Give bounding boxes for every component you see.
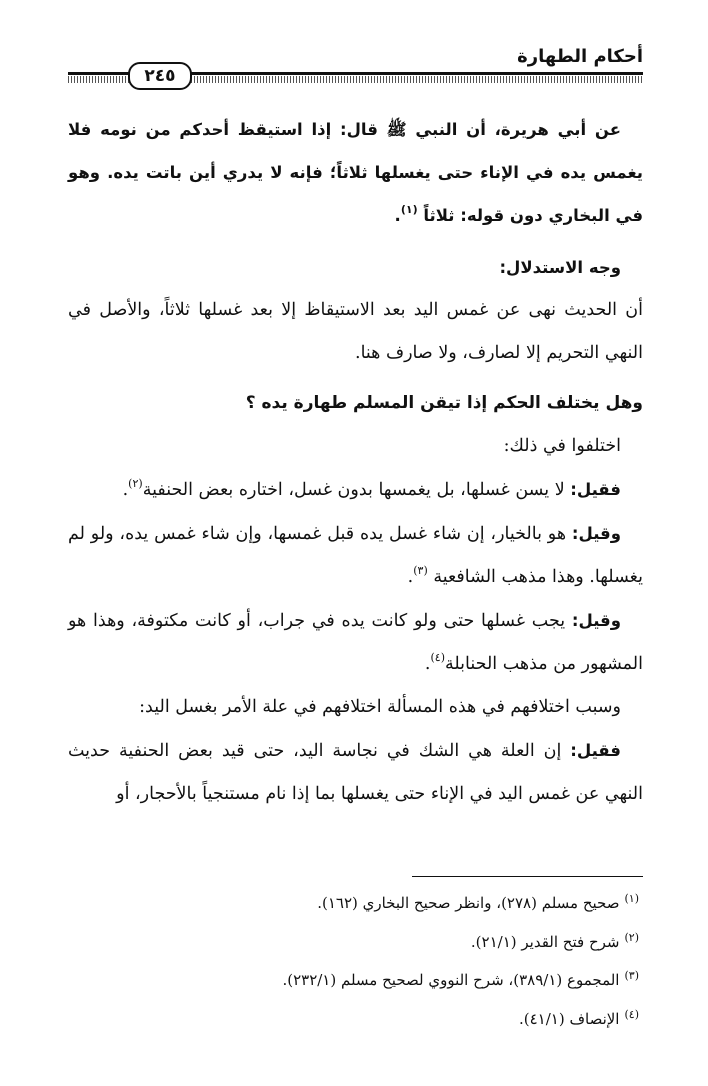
opinion-3-paragraph — [68, 599, 643, 686]
cause-opinion-text: إن العلة هي الشك في نجاسة اليد، حتى قيد بعض الحنفية حديث النهي عن غمس اليد في الإناء حتى يغسلها بما إذا نام مستنجياً بالأحجار، أو — [68, 741, 643, 804]
opinion-2-paragraph — [68, 512, 643, 599]
sentence-end: . — [424, 654, 431, 674]
page-number: ٢٤٥ — [128, 62, 192, 90]
disagreement-intro: اختلفوا في ذلك: — [503, 436, 621, 456]
footnote-4 — [68, 998, 643, 1037]
opinion-3-text: يجب غسلها حتى ولو كانت يده في جراب، أو كانت مكتوفة، وهذا هو المشهور من مذهب الحنابلة — [68, 611, 643, 674]
hadith-paragraph — [68, 108, 643, 237]
footnote-text: الإنصاف (٤١/١). — [518, 1009, 620, 1028]
opinion-2-text: هو بالخيار، إن شاء غسل يده قبل غمسها، وإن شاء غمس يده، ولو لم يغسلها. وهذا مذهب الشافعية — [68, 524, 643, 587]
opinion-2-lead: وقيل: — [571, 524, 621, 543]
footnote-number: (٤) — [624, 1007, 639, 1021]
page-body — [68, 108, 643, 816]
footnotes — [68, 882, 643, 1036]
reason-paragraph: وسبب اختلافهم في هذه المسألة اختلافهم في علة الأمر بغسل اليد: — [139, 697, 621, 717]
sentence-end: . — [407, 567, 414, 587]
opinion-1-text: لا يسن غسلها، بل يغمسها بدون غسل، اختاره بعض الحنفية — [142, 480, 571, 500]
evidence-paragraph: أن الحديث نهى عن غمس اليد بعد الاستيقاظ إلا بعد غسلها ثلاثاً، والأصل في النهي التحريم إلا لصارف، ولا صارف هنا. — [68, 300, 643, 363]
cause-opinion-lead: فقيل: — [570, 741, 621, 760]
footnote-text: صحيح مسلم (٢٧٨)، وانظر صحيح البخاري (١٦٢). — [317, 894, 620, 912]
footnote-number: (٣) — [624, 969, 639, 982]
opinion-1-lead: فقيل: — [570, 480, 621, 499]
footnote-ref-3: (٣) — [413, 564, 428, 577]
footnote-3 — [68, 959, 643, 998]
page-header — [68, 40, 643, 100]
footnote-text: المجموع (٣٨٩/١)، شرح النووي لصحيح مسلم (٢٣٢/١). — [282, 971, 620, 989]
footnote-text: شرح فتح القدير (٢١/١). — [470, 932, 620, 951]
footnote-number: (١) — [624, 892, 639, 905]
sentence-end: . — [394, 206, 401, 225]
footnote-2 — [68, 921, 643, 960]
opinion-1-paragraph — [68, 468, 643, 512]
footnote-separator — [412, 876, 643, 877]
running-title: أحكام الطهارة — [517, 46, 643, 67]
hadith-text: عن أبي هريرة، أن النبي ﷺ قال: إذا استيقظ أحدكم من نومه فلا يغمس يده في الإناء حتى يغسلها ثلاثاً؛ فإنه لا يدري أين باتت يده. وهو في البخاري دون قوله: ثلاثاً — [68, 120, 643, 225]
sentence-end: . — [122, 480, 129, 500]
evidence-heading: وجه الاستدلال: — [499, 258, 621, 277]
footnote-1 — [68, 882, 643, 921]
question-heading: وهل يختلف الحكم إذا تيقن المسلم طهارة يده ؟ — [245, 393, 643, 413]
footnote-ref-4: (٤) — [430, 651, 445, 664]
footnote-number: (٢) — [624, 930, 639, 944]
cause-opinion-paragraph — [68, 729, 643, 816]
footnote-ref-1: (١) — [400, 203, 418, 216]
footnote-ref-2: (٢) — [128, 477, 143, 490]
opinion-3-lead: وقيل: — [571, 611, 621, 630]
